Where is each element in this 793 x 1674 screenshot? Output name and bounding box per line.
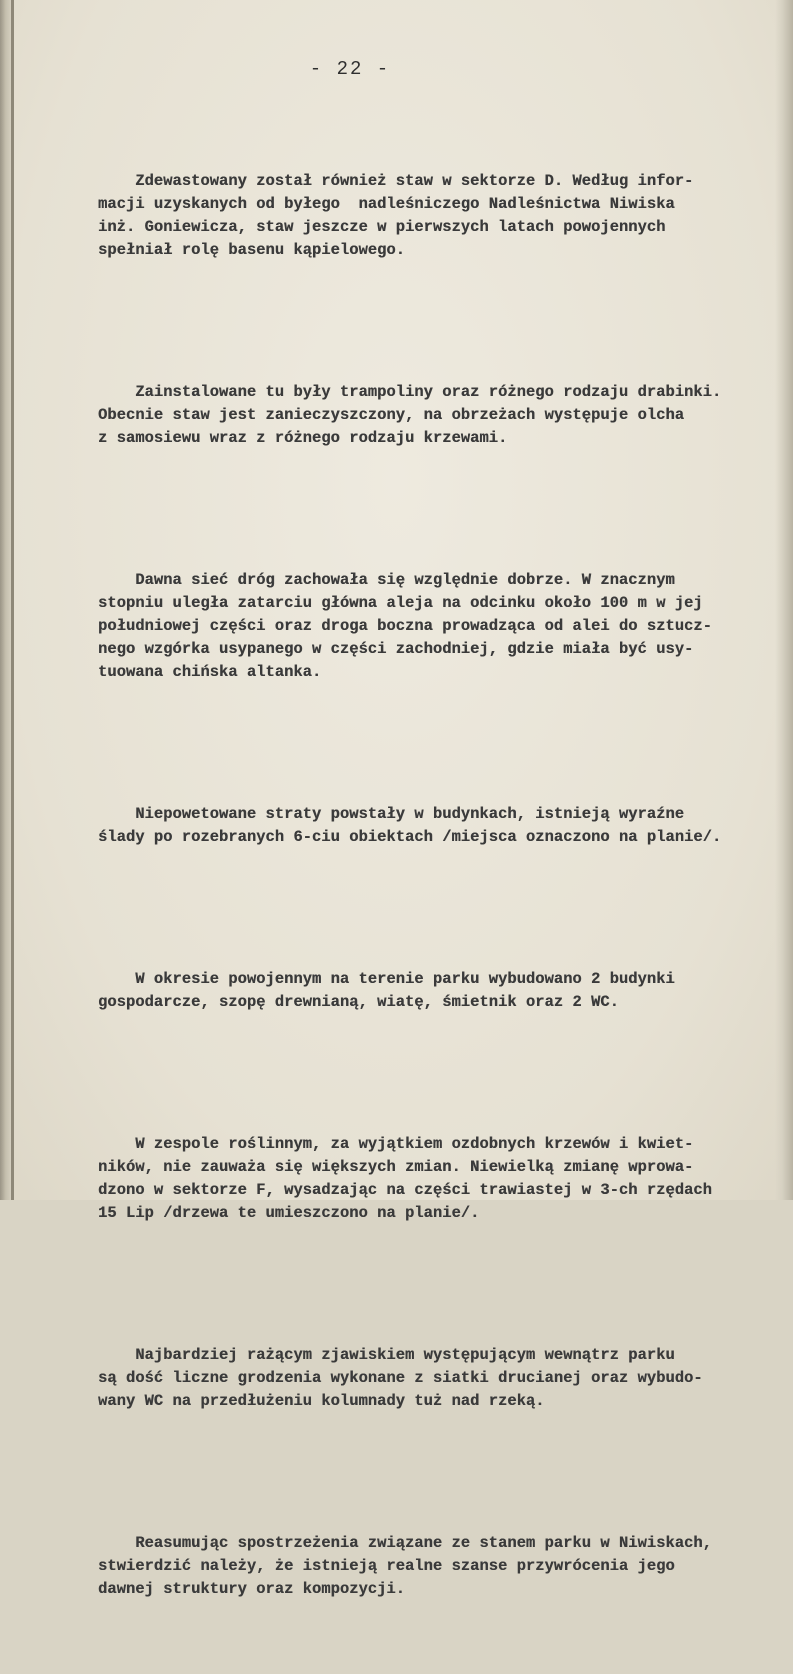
text-line: W zespole roślinnym, za wyjątkiem ozdobnych krzewów i kwiet- — [98, 1135, 694, 1153]
text-line: Obecnie staw jest zanieczyszczony, na obrzeżach występuje olcha — [98, 406, 684, 424]
paragraph-okres-powojenny — [98, 922, 788, 1060]
paragraph-trampoliny — [98, 335, 788, 496]
document-body — [98, 124, 788, 1674]
paragraph-zespol-roslinny — [98, 1087, 788, 1271]
paragraph-staw-sektor-d — [98, 124, 788, 308]
text-line: gospodarcze, szopę drewnianą, wiatę, śmietnik oraz 2 WC. — [98, 993, 619, 1011]
text-line: Najbardziej rażącym zjawiskiem występującym wewnątrz parku — [98, 1346, 675, 1364]
text-line: dawnej struktury oraz kompozycji. — [98, 1580, 405, 1598]
paragraph-reasumujac — [98, 1486, 788, 1647]
text-line: nego wzgórka usypanego w części zachodniej, gdzie miała być usy- — [98, 640, 694, 658]
text-line: stwierdzić należy, że istnieją realne szanse przywrócenia jego — [98, 1557, 675, 1575]
paragraph-grodzenia — [98, 1298, 788, 1459]
text-line: są dość liczne grodzenia wykonane z siatki drucianej oraz wybudo- — [98, 1369, 703, 1387]
text-line: W okresie powojennym na terenie parku wybudowano 2 budynki — [98, 970, 675, 988]
binding-line — [11, 0, 14, 1200]
text-line: z samosiewu wraz z różnego rodzaju krzewami. — [98, 429, 508, 447]
text-line: macji uzyskanych od byłego nadleśniczego Nadleśnictwa Niwiska — [98, 195, 675, 213]
text-line: inż. Goniewicza, staw jeszcze w pierwszych latach powojennych — [98, 218, 666, 236]
text-line: Dawna sieć dróg zachowała się względnie dobrze. W znacznym — [98, 571, 675, 589]
paragraph-straty-budynki — [98, 757, 788, 895]
page-number: - 22 - — [309, 58, 391, 80]
text-line: ników, nie zauważa się większych zmian. Niewielką zmianę wprowa- — [98, 1158, 694, 1176]
paragraph-siec-drog — [98, 523, 788, 730]
text-line: Reasumując spostrzeżenia związane ze stanem parku w Niwiskach, — [98, 1534, 712, 1552]
text-line: wany WC na przedłużeniu kolumnady tuż nad rzeką. — [98, 1392, 545, 1410]
text-line: ślady po rozebranych 6-ciu obiektach /miejsca oznaczono na planie/. — [98, 828, 722, 846]
text-line: spełniał rolę basenu kąpielowego. — [98, 241, 405, 259]
text-line: dzono w sektorze F, wysadzając na części trawiastej w 3-ch rzędach — [98, 1181, 712, 1199]
text-line: południowej części oraz droga boczna prowadząca od alei do sztucz- — [98, 617, 712, 635]
text-line: Zdewastowany został również staw w sektorze D. Według infor- — [98, 172, 694, 190]
text-line: Niepowetowane straty powstały w budynkach, istnieją wyraźne — [98, 805, 684, 823]
text-line: stopniu uległa zatarciu główna aleja na odcinku około 100 m w jej — [98, 594, 703, 612]
text-line: tuowana chińska altanka. — [98, 663, 322, 681]
text-line: Zainstalowane tu były trampoliny oraz różnego rodzaju drabinki. — [98, 383, 722, 401]
text-line: 15 Lip /drzewa te umieszczono na planie/. — [98, 1204, 480, 1222]
